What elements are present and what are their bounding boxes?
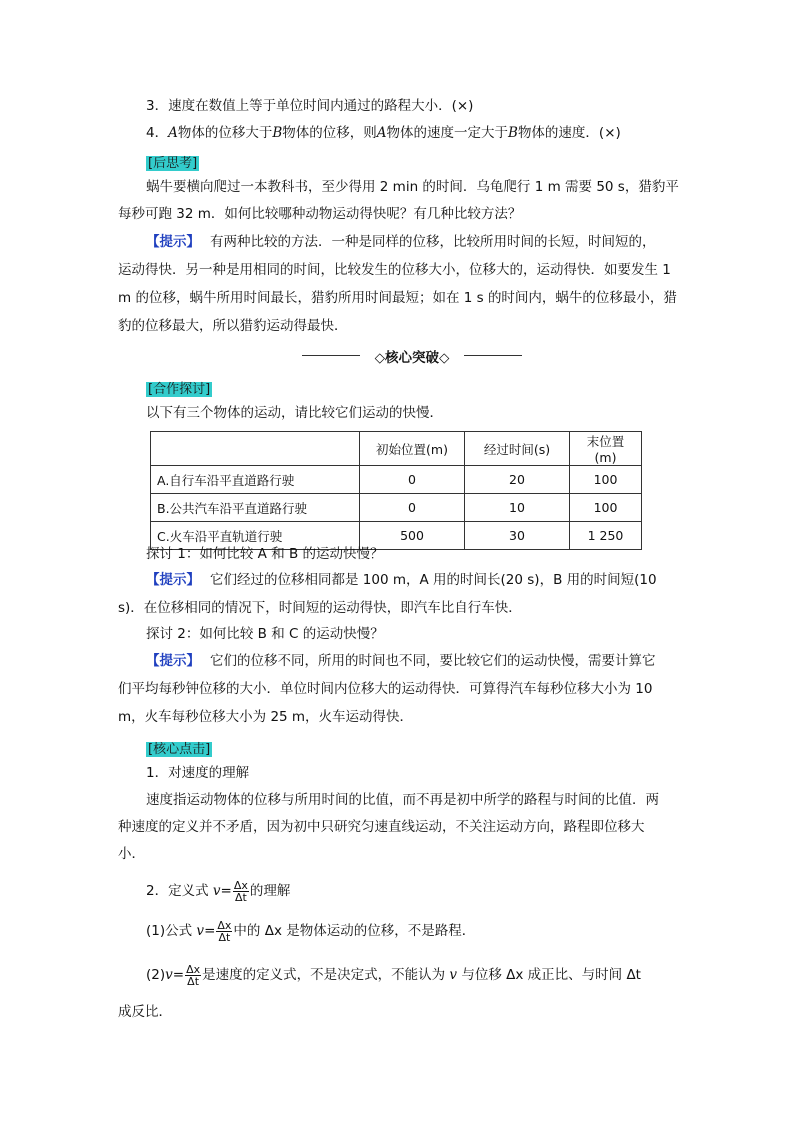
table-header-cell: 末位置(m) — [570, 432, 642, 466]
var-v: v — [196, 923, 205, 939]
core-point-1-title — [146, 764, 249, 782]
statement-4-part: 物体的速度一定大于 — [386, 125, 509, 141]
table-cell: C.火车沿平直轨道行驶 — [151, 522, 360, 550]
var-a: A — [168, 125, 178, 141]
table-cell: 100 — [570, 466, 642, 494]
core-point-2-title — [146, 876, 290, 906]
var-a: A — [376, 125, 387, 141]
velocity-fraction — [216, 920, 232, 943]
intro-text: 以下有三个物体的运动，请比较它们运动的快慢． — [146, 405, 443, 421]
cooperate-heading — [146, 380, 212, 399]
hint-label: 【提示】 — [146, 653, 200, 669]
core-point-2-sub-1 — [146, 916, 475, 946]
point-title: 2．定义式 — [146, 883, 213, 899]
question-text: 蜗牛要横向爬过一本教科书，至少得用 2 min 的时间．乌龟爬行 1 m 需要 50 s，猎豹平 — [146, 179, 679, 195]
fraction-numerator: Δx — [186, 962, 201, 976]
answer-text: m，火车每秒位移大小为 25 m，火车运动得快． — [118, 709, 414, 725]
section-title: ◇核心突破◇ — [374, 350, 450, 366]
discussion-1-question — [146, 545, 384, 563]
after-think-question-2 — [118, 205, 521, 223]
core-point-1-line-1 — [146, 791, 659, 809]
body-text: 是速度的定义式，不是决定式，不能认为 — [202, 967, 450, 983]
body-text: 中的 Δx 是物体运动的位移，不是路程． — [233, 923, 476, 939]
equals-sign: = — [204, 923, 216, 939]
answer-text: 有两种比较的方法．一种是同样的位移，比较所用时间的长短，时间短的， — [210, 234, 656, 250]
var-b: B — [272, 125, 283, 141]
table-cell: 100 — [570, 494, 642, 522]
table-row — [151, 466, 642, 494]
table-cell: 0 — [360, 466, 465, 494]
statement-4 — [146, 124, 621, 142]
answer-text: 们平均每秒钟位移的大小．单位时间内位移大的运动得快．可算得汽车每秒位移大小为 10 — [118, 681, 653, 697]
fraction-denominator: Δt — [234, 890, 247, 904]
answer-text: 它们经过的位移相同都是 100 m，A 用的时间长(20 s)，B 用的时间短(10 — [210, 572, 657, 588]
fraction-denominator: Δt — [218, 930, 231, 944]
hint-label: 【提示】 — [146, 234, 200, 250]
table-row — [151, 494, 642, 522]
table-cell: B.公共汽车沿平直道路行驶 — [151, 494, 360, 522]
velocity-fraction — [185, 964, 201, 987]
body-text: (1)公式 — [146, 923, 197, 939]
body-text: 成反比． — [118, 1004, 172, 1020]
table-header-row — [151, 432, 642, 466]
equals-sign: = — [220, 883, 232, 899]
var-b: B — [508, 125, 518, 141]
question-text: 探讨 2：如何比较 B 和 C 的运动快慢？ — [146, 626, 384, 642]
after-think-question-1 — [118, 178, 679, 196]
equals-sign: = — [172, 967, 185, 983]
table-cell: 1 250 — [570, 522, 642, 550]
body-text: 与位移 Δx 成正比、与时间 Δt — [457, 967, 641, 983]
question-text: 每秒可跑 32 m．如何比较哪种动物运动得快呢？有几种比较方法？ — [118, 206, 522, 222]
cooperate-intro — [146, 404, 443, 422]
body-text: (2) — [146, 967, 166, 983]
core-point-2-sub-2-line-2 — [118, 1003, 172, 1021]
table-header-cell — [151, 432, 360, 466]
after-think-answer-3 — [118, 289, 677, 307]
divider-rule-right — [464, 355, 522, 356]
table-cell: 0 — [360, 494, 465, 522]
question-text: 探讨 1：如何比较 A 和 B 的运动快慢？ — [146, 546, 384, 562]
table-header-cell: 初始位置(m) — [360, 432, 465, 466]
core-point-1-line-2 — [118, 818, 645, 836]
table-cell: 30 — [465, 522, 570, 550]
after-think-heading — [146, 154, 199, 173]
statement-3 — [146, 97, 473, 115]
body-text: 小． — [118, 846, 145, 862]
discussion-2-question — [146, 625, 384, 643]
after-think-answer-2 — [118, 261, 671, 279]
statement-4-number: 4． — [146, 125, 169, 141]
point-title: 的理解 — [249, 883, 291, 899]
section-divider — [300, 346, 524, 364]
table-header-cell: 经过时间(s) — [465, 432, 570, 466]
answer-text: s)．在位移相同的情况下，时间短的运动得快，即汽车比自行车快． — [118, 600, 522, 616]
cooperate-tag: [合作探讨] — [148, 382, 211, 397]
motion-table — [150, 431, 642, 550]
discussion-1-answer-1 — [146, 571, 657, 589]
fraction-numerator: Δx — [233, 878, 248, 892]
after-think-answer-4 — [118, 317, 348, 335]
var-v: v — [165, 967, 173, 983]
hint-label: 【提示】 — [146, 572, 200, 588]
core-point-1-line-3 — [118, 845, 145, 863]
divider-rule-left — [302, 355, 360, 356]
var-v: v — [449, 967, 458, 983]
after-think-answer-1 — [146, 233, 656, 251]
statement-3-text: 3．速度在数值上等于单位时间内通过的路程大小．(×) — [146, 98, 474, 114]
discussion-1-answer-2 — [118, 599, 522, 617]
point-title: 1．对速度的理解 — [146, 765, 250, 781]
velocity-fraction — [233, 880, 249, 903]
body-text: 速度指运动物体的位移与所用时间的比值，而不再是初中所学的路程与时间的比值．两 — [146, 792, 659, 808]
core-heading — [146, 740, 212, 759]
statement-4-part: 物体的速度．(×) — [517, 125, 621, 141]
answer-text: 豹的位移最大，所以猎豹运动得最快． — [118, 318, 348, 334]
discussion-2-answer-2 — [118, 680, 652, 698]
table-cell: 500 — [360, 522, 465, 550]
answer-text: 运动得快．另一种是用相同的时间，比较发生的位移大小，位移大的，运动得快．如要发生 1 — [118, 262, 671, 278]
core-point-2-sub-2 — [146, 960, 641, 990]
fraction-denominator: Δt — [187, 974, 200, 988]
table-cell: A.自行车沿平直道路行驶 — [151, 466, 360, 494]
statement-4-part: 物体的位移，则 — [282, 125, 377, 141]
discussion-2-answer-1 — [146, 652, 656, 670]
discussion-2-answer-3 — [118, 708, 413, 726]
statement-4-part: 物体的位移大于 — [177, 125, 273, 141]
table-cell: 20 — [465, 466, 570, 494]
body-text: 种速度的定义并不矛盾，因为初中只研究匀速直线运动，不关注运动方向，路程即位移大 — [118, 819, 645, 835]
core-tag: [核心点击] — [148, 742, 211, 757]
table-cell: 10 — [465, 494, 570, 522]
answer-text: 它们的位移不同，所用的时间也不同，要比较它们的运动快慢，需要计算它 — [210, 653, 656, 669]
answer-text: m 的位移，蜗牛所用时间最长，猎豹所用时间最短；如在 1 s 的时间内，蜗牛的位移最小，猎 — [118, 290, 677, 306]
after-think-tag: [后思考] — [148, 156, 198, 171]
fraction-numerator: Δx — [217, 918, 232, 932]
var-v: v — [212, 883, 221, 899]
